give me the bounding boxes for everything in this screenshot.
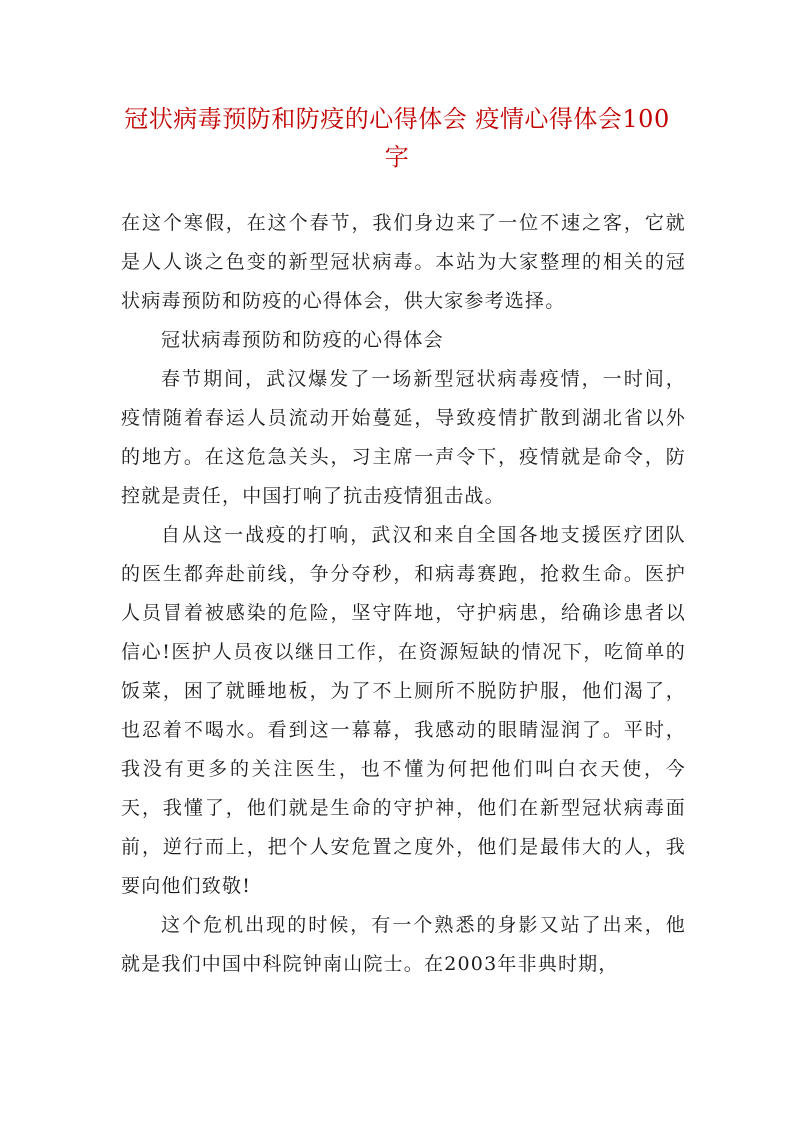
body-paragraph: 自从这一战疫的打响，武汉和来自全国各地支援医疗团队的医生都奔赴前线，争分夺秒，和病毒赛跑，抢救生命。医护人员冒着被感染的危险，坚守阵地，守护病患，给确诊患者以信心!医护人员夜以继日工作，在资源短缺的情况下，吃简单的饭菜，困了就睡地板，为了不上厕所不脱防护服，他们渴了，也忍着不喝水。看到这一幕幕，我感动的眼睛湿润了。平时，我没有更多的关注医生，也不懂为何把他们叫白衣天使，今天，我懂了，他们就是生命的守护神，他们在新型冠状病毒面前，逆行而上，把个人安危置之度外，他们是最伟大的人，我要向他们致敬!	[121, 524, 686, 897]
body-paragraph: 这个危机出现的时候，有一个熟悉的身影又站了出来，他就是我们中国中科院钟南山院士。在2003年非典时期，	[121, 914, 686, 975]
intro-paragraph: 在这个寒假，在这个春节，我们身边来了一位不速之客，它就是人人谈之色变的新型冠状病毒。本站为大家整理的相关的冠状病毒预防和防疫的心得体会，供大家参考选择。	[121, 212, 686, 312]
title-line-1: 冠状病毒预防和防疫的心得体会 疫情心得体会100	[124, 105, 670, 133]
section-heading: 冠状病毒预防和防疫的心得体会	[161, 329, 444, 351]
document-title	[110, 100, 684, 176]
document-body	[121, 204, 686, 984]
body-paragraph: 春节期间，武汉爆发了一场新型冠状病毒疫情，一时间，疫情随着春运人员流动开始蔓延，导致疫情扩散到湖北省以外的地方。在这危急关头，习主席一声令下，疫情就是命令，防控就是责任，中国打响了抗击疫情狙击战。	[121, 368, 686, 507]
title-line-2: 字	[384, 143, 410, 171]
